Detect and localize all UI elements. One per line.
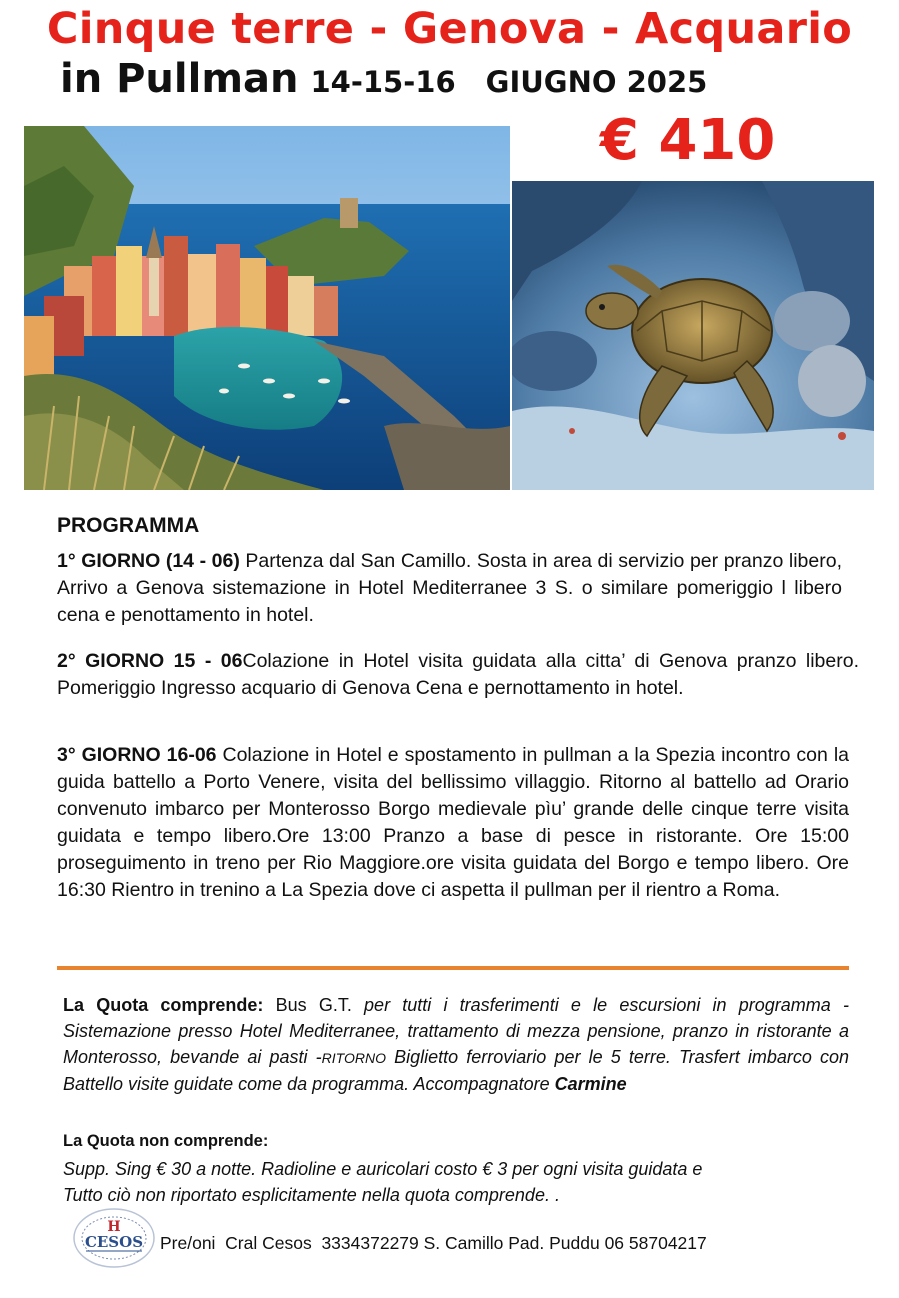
program-title: PROGRAMMA xyxy=(57,514,200,537)
day1-paragraph xyxy=(57,548,842,629)
logo-letter: H xyxy=(107,1219,121,1235)
quota-ritorno: RITORNO xyxy=(321,1050,386,1066)
quota-label: La Quota comprende: xyxy=(63,995,264,1015)
day1-text: Partenza dal San Camillo. Sosta in area di servizio per pranzo libero, Arrivo a Genova sistemazione in Hotel Mediterranee 3 S. o similare pomeriggio l libero cena e penottamento in hotel. xyxy=(57,550,842,626)
subtitle-transport: in Pullman xyxy=(60,56,299,102)
logo-text: CESOS xyxy=(84,1233,144,1251)
quota-bus: Bus G.T. xyxy=(263,995,352,1015)
subtitle-month: GIUGNO 2025 xyxy=(485,65,708,99)
price: € 410 xyxy=(600,108,776,173)
quota-includes xyxy=(63,992,849,1097)
day2-label: 2° GIORNO 15 - 06 xyxy=(57,650,243,672)
day1-label: 1° GIORNO (14 - 06) xyxy=(57,550,240,572)
subtitle-dates: 14-15-16 xyxy=(310,65,456,99)
footer-contact: Pre/oni Cral Cesos 3334372279 S. Camillo Pad. Puddu 06 58704217 xyxy=(160,1233,707,1253)
day2-text: Colazione in Hotel visita guidata alla citta’ di Genova pranzo libero. Pomeriggio Ingresso acquario di Genova Cena e pernottamento in hotel. xyxy=(57,650,859,699)
section-divider xyxy=(57,966,849,970)
quota-guide-name: Carmine xyxy=(554,1074,627,1094)
cesos-logo xyxy=(72,1207,156,1269)
day2-paragraph xyxy=(57,648,859,702)
subtitle xyxy=(60,56,707,102)
day3-label: 3° GIORNO 16-06 xyxy=(57,744,217,766)
quota-excludes-label: La Quota non comprende: xyxy=(63,1132,269,1150)
main-title: Cinque terre - Genova - Acquario xyxy=(46,4,853,54)
day3-text: Colazione in Hotel e spostamento in pullman a la Spezia incontro con la guida battello a Porto Venere, visita del bellissimo villaggio. Ritorno al battello ad Orario convenuto imbarco per Monterosso Borgo medievale pìu’ grande delle cinque terre visita guidata e tempo libero.Ore 13:00 Pranzo a base di pesce in ristorante. Ore 15:00 proseguimento in treno per Rio Maggiore.ore visita guidata del Borgo e tempo libero. Ore 16:30 Rientro in trenino a La Spezia dove ci aspetta il pullman per il rientro a Roma. xyxy=(57,744,850,901)
cinque-terre-village-photo xyxy=(24,126,510,490)
quota-excludes-line1: Supp. Sing € 30 a notte. Radioline e auricolari costo € 3 per ogni visita guidata e xyxy=(63,1159,703,1179)
sea-turtle-aquarium-photo xyxy=(512,181,874,490)
day3-paragraph xyxy=(57,742,849,904)
quota-details-2: Biglietto ferroviario per le 5 terre. Trasfert imbarco con Battello visite guidate come da programma. Accompagnatore xyxy=(63,1047,849,1094)
quota-excludes xyxy=(63,1156,849,1208)
quota-details: per tutti i trasferimenti e le escursioni in programma -Sistemazione presso Hotel Mediterranee, trattamento di mezza pensione, pranzo in ristorante a Monterosso, bevande ai pasti - xyxy=(63,995,849,1067)
quota-excludes-line2: Tutto ciò non riportato esplicitamente nella quota comprende. . xyxy=(63,1185,560,1205)
